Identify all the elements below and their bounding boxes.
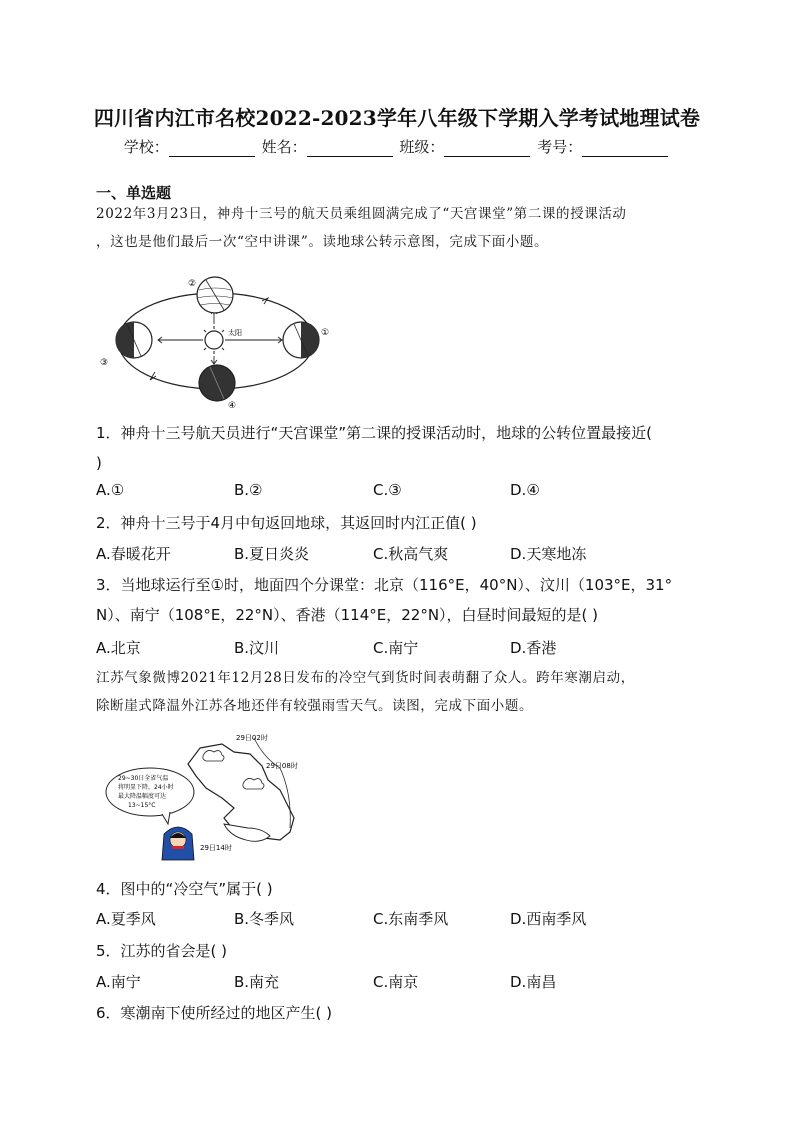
question-3-options	[96, 637, 696, 663]
passage-2-line-1: 江苏气象微博2021年12月28日发布的冷空气到货时间表萌翻了众人。跨年寒潮启动，	[96, 670, 635, 686]
q5-option-c[interactable]: C.南京	[373, 973, 419, 991]
bubble-line-1: 29~30日全省气温	[118, 775, 169, 782]
question-2: 2．神舟十三号于4月中旬返回地球，其返回时内江正值( )	[96, 514, 477, 532]
position-4-label: ④	[228, 401, 237, 411]
name-blank[interactable]	[307, 142, 393, 157]
earth-position-4	[199, 365, 235, 401]
q3-option-d[interactable]: D.香港	[510, 639, 557, 657]
passage-1	[96, 200, 696, 256]
q5-option-a[interactable]: A.南宁	[96, 973, 141, 991]
question-3-line-1: 3．当地球运行至①时，地面四个分课堂：北京（116°E，40°N）、汶川（103°E，31°	[96, 576, 673, 594]
sun-icon	[200, 326, 228, 354]
earth-revolution-diagram	[96, 268, 336, 413]
question-6: 6．寒潮南下使所经过的地区产生( )	[96, 1004, 333, 1022]
q5-option-d[interactable]: D.南昌	[510, 973, 557, 991]
q1-option-b[interactable]: B.②	[234, 481, 263, 499]
number-label: 考号：	[537, 138, 583, 156]
section-heading: 一、单选题	[96, 184, 172, 202]
school-label: 学校：	[123, 138, 169, 156]
q3-option-b[interactable]: B.汶川	[234, 639, 280, 657]
position-2-label: ②	[188, 279, 197, 289]
position-1-label: ①	[321, 328, 330, 338]
q4-option-a[interactable]: A.夏季风	[96, 910, 156, 928]
question-5-options	[96, 971, 696, 997]
question-1	[96, 418, 696, 478]
q2-option-c[interactable]: C.秋高气爽	[373, 545, 449, 563]
question-4: 4．图中的“冷空气”属于( )	[96, 880, 273, 898]
student-info-line	[0, 136, 794, 157]
q2-option-d[interactable]: D.天寒地冻	[510, 545, 587, 563]
bubble-line-2: 将明显下降，24小时	[118, 784, 174, 791]
bubble-line-3: 最大降温幅度可达	[118, 793, 167, 800]
q4-option-d[interactable]: D.西南季风	[510, 910, 587, 928]
q2-option-b[interactable]: B.夏日炎炎	[234, 545, 310, 563]
sun-label: 太阳	[228, 329, 242, 337]
q4-option-c[interactable]: C.东南季风	[373, 910, 449, 928]
question-1-options	[96, 481, 696, 507]
name-label: 姓名：	[261, 138, 307, 156]
q3-option-a[interactable]: A.北京	[96, 639, 141, 657]
cold-air-map	[104, 728, 314, 868]
q4-option-b[interactable]: B.冬季风	[234, 910, 295, 928]
time-label-08: 29日08时	[266, 762, 298, 770]
question-3	[96, 570, 696, 630]
passage-1-line-2: ，这也是他们最后一次“空中讲课”。读地球公转示意图，完成下面小题。	[96, 234, 549, 250]
q5-option-b[interactable]: B.南充	[234, 973, 280, 991]
earth-position-3	[116, 322, 152, 358]
earth-position-2	[197, 277, 233, 313]
exam-title: 四川省内江市名校2022-2023学年八年级下学期入学考试地理试卷	[93, 106, 701, 130]
q1-option-a[interactable]: A.①	[96, 481, 125, 499]
time-label-02: 29日02时	[236, 734, 268, 742]
bubble-line-4: 13~15°C	[128, 802, 156, 809]
question-2-options	[96, 543, 696, 569]
position-3-label: ③	[100, 358, 109, 368]
time-label-14: 29日14时	[200, 844, 232, 852]
question-3-line-2: N）、南宁（108°E，22°N）、香港（114°E，22°N），白昼时间最短的是( )	[96, 606, 599, 624]
earth-position-1	[283, 322, 319, 358]
q2-option-a[interactable]: A.春暖花开	[96, 545, 171, 563]
question-1-line-1: 1．神舟十三号航天员进行“天宫课堂”第二课的授课活动时，地球的公转位置最接近(	[96, 424, 652, 442]
jiangsu-outline	[188, 744, 294, 840]
q3-option-c[interactable]: C.南宁	[373, 639, 419, 657]
passage-2-line-2: 除断崖式降温外江苏各地还伴有较强雨雪天气。读图，完成下面小题。	[96, 698, 534, 714]
passage-2	[96, 664, 696, 720]
q1-option-c[interactable]: C.③	[373, 481, 402, 499]
question-5: 5．江苏的省会是( )	[96, 942, 228, 960]
question-1-line-2: )	[96, 454, 102, 472]
number-blank[interactable]	[582, 142, 668, 157]
class-label: 班级：	[399, 138, 445, 156]
school-blank[interactable]	[169, 142, 255, 157]
q1-option-d[interactable]: D.④	[510, 481, 540, 499]
passage-1-line-1: 2022年3月23日，神舟十三号的航天员乘组圆满完成了“天宫课堂”第二课的授课活动	[96, 206, 627, 222]
cold-person-icon	[162, 827, 194, 860]
question-4-options	[96, 908, 696, 934]
class-blank[interactable]	[444, 142, 530, 157]
